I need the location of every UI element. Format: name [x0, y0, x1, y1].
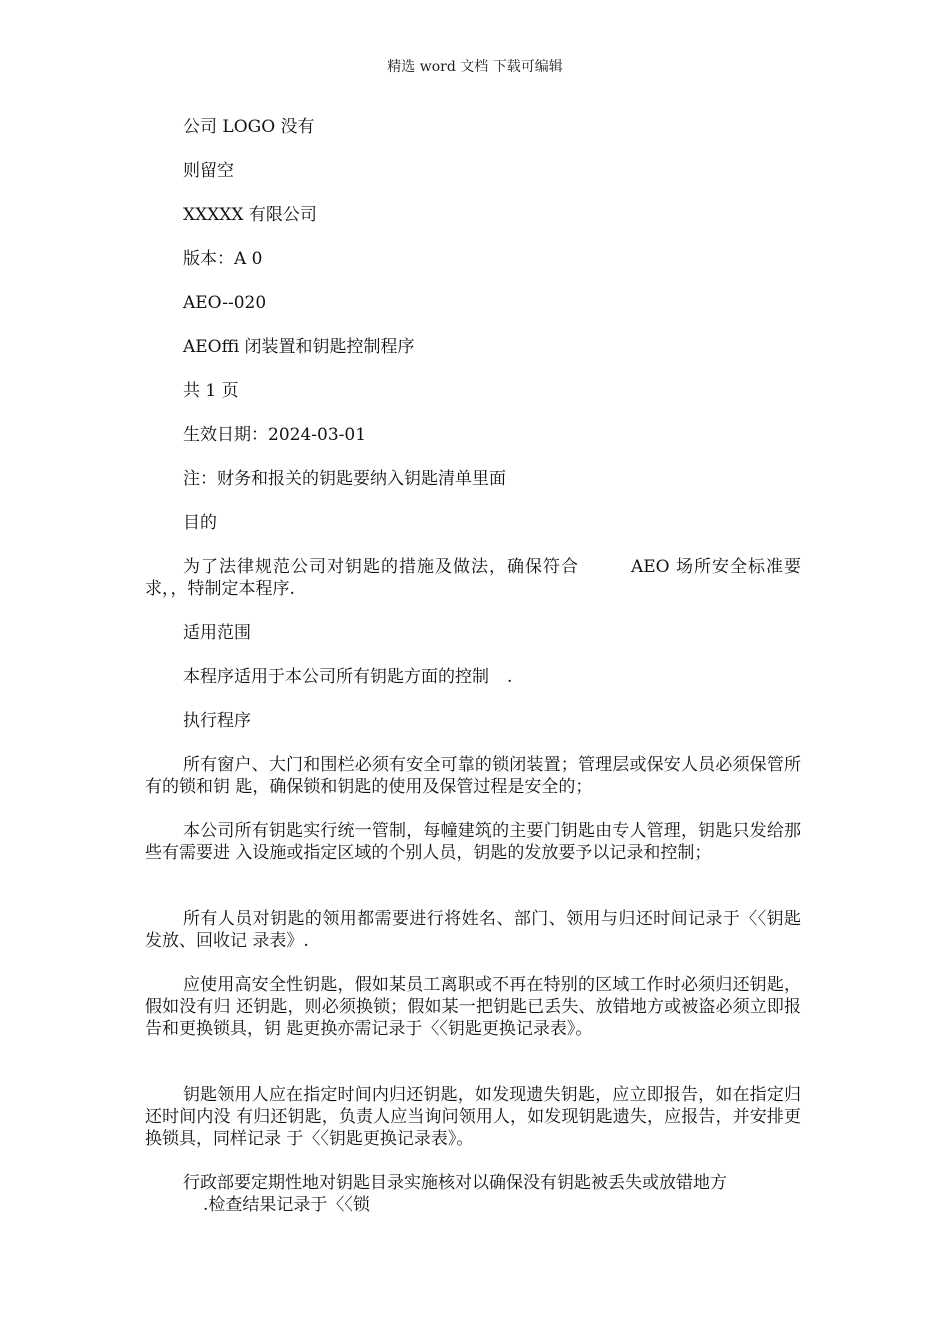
purpose-text-a: 为了法律规范公司对钥匙的措施及做法，确保符合 [183, 557, 579, 577]
scope-paragraph [183, 666, 512, 688]
page-header: 精选 word 文档 下载可编辑 [387, 59, 563, 75]
procedure-paragraph-3: 所有人员对钥匙的领用都需要进行将姓名、部门、领用与归还时间记录于〈〈钥匙发放、回收记 录表》. [145, 909, 801, 951]
scope-text-a: 本程序适用于本公司所有钥匙方面的控制 [183, 667, 489, 687]
company-name: XXXXX 有限公司 [183, 205, 317, 225]
procedure-paragraph-6-b: .检查结果记录于〈〈锁 [203, 1195, 370, 1215]
procedure-paragraph-5: 钥匙领用人应在指定时间内归还钥匙，如发现遗失钥匙，应立即报告，如在指定归还时间内没 有归还钥匙，负责人应当询问领用人，如发现钥匙遗失，应报告，并安排更换锁具，同样记录 于〈〈钥匙更换记录表》。 [145, 1085, 801, 1149]
procedure-paragraph-2: 本公司所有钥匙实行统一管制，每幢建筑的主要门钥匙由专人管理，钥匙只发给那些有需要进 入设施或指定区域的个别人员，钥匙的发放要予以记录和控制； [145, 821, 801, 863]
note-text: 注：财务和报关的钥匙要纳入钥匙清单里面 [183, 469, 506, 489]
procedure-paragraph-4: 应使用高安全性钥匙，假如某员工离职或不再在特别的区域工作时必须归还钥匙，假如没有归 还钥匙，则必须换锁；假如某一把钥匙已丢失、放错地方或被盗必须立即报告和更换锁具，钥 匙更换亦需记录于〈〈钥匙更换记录表》。 [145, 975, 801, 1039]
logo-placeholder-line-2: 则留空 [183, 161, 234, 181]
document-number: AEO--020 [183, 293, 267, 313]
section-heading-scope: 适用范围 [183, 623, 251, 643]
purpose-paragraph [145, 556, 801, 600]
section-heading-purpose: 目的 [183, 513, 217, 533]
procedure-paragraph-1: 所有窗户、大门和围栏必须有安全可靠的锁闭装置；管理层或保安人员必须保管所有的锁和钥 匙，确保锁和钥匙的使用及保管过程是安全的； [145, 755, 801, 797]
procedure-paragraph-6 [145, 1172, 801, 1216]
logo-placeholder-line-1: 公司 LOGO 没有 [183, 117, 315, 137]
page-count: 共 1 页 [183, 381, 239, 401]
section-heading-procedure: 执行程序 [183, 711, 251, 731]
version-label: 版本：A 0 [183, 249, 263, 269]
document-title: AEOffi 闭装置和钥匙控制程序 [183, 337, 415, 357]
scope-text-b: . [507, 667, 513, 687]
procedure-paragraph-6-a: 行政部要定期性地对钥匙目录实施核对以确保没有钥匙被丢失或放错地方 [183, 1173, 727, 1193]
effective-date: 生效日期：2024-03-01 [183, 425, 367, 445]
purpose-text-b: AEO 场所安全标准要求，，特制定本程序. [145, 557, 802, 599]
